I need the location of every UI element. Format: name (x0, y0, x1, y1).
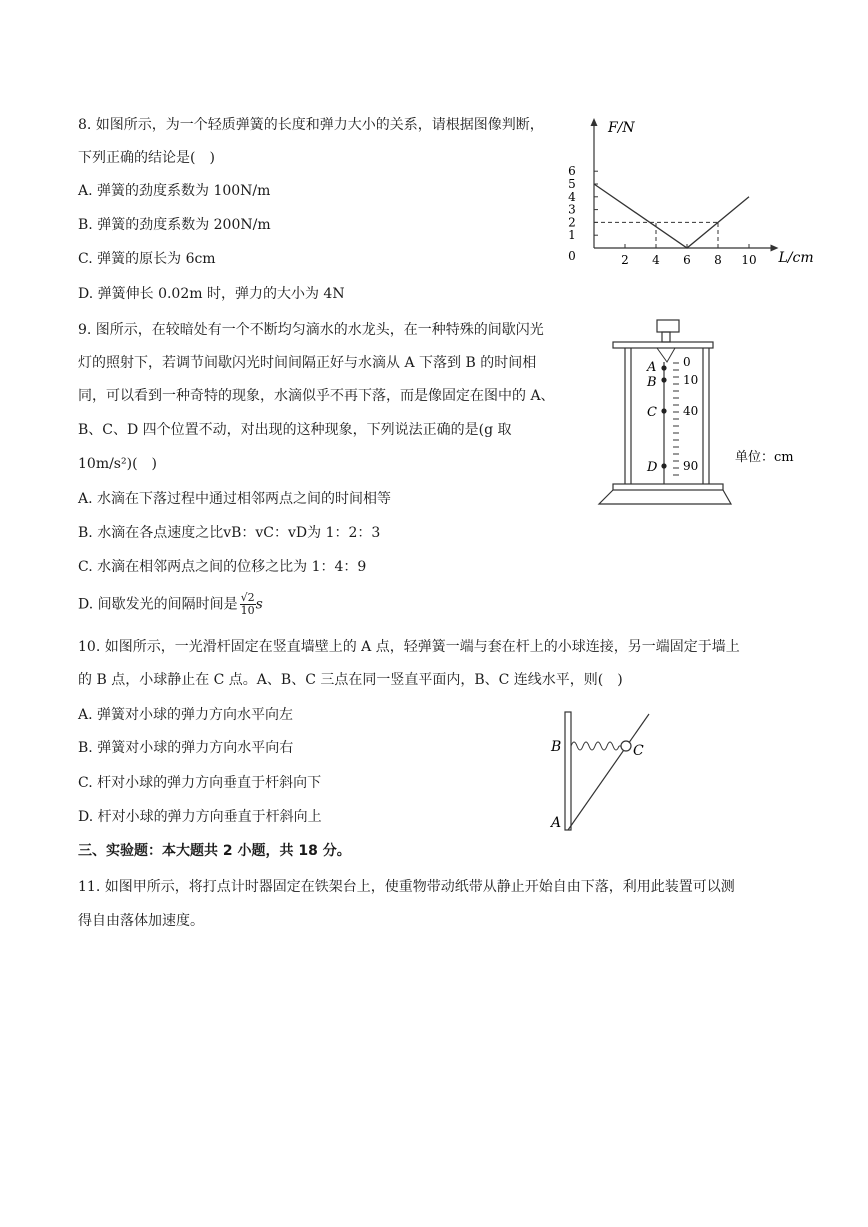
y-tick-label: 2 (568, 215, 576, 230)
q8-stem-line1: 8. 如图所示，为一个轻质弹簧的长度和弹力大小的关系，请根据图像判断， (78, 117, 544, 133)
q9-stem-line5: 10m/s²)( ) (78, 456, 157, 472)
point-a-label: A (551, 815, 562, 831)
spring-force-length-chart (560, 112, 814, 287)
q10-stem-line2: 的 B 点，小球静止在 C 点。A、B、C 三点在同一竖直平面内，B、C 连线水平，则( ) (78, 672, 623, 688)
x-axis-label: L/cm (778, 250, 814, 266)
x-tick-label: 6 (683, 253, 691, 267)
point-b-label: B (551, 739, 562, 755)
q9-option-c: C. 水滴在相邻两点之间的位移之比为 1：4：9 (78, 559, 367, 575)
q9-fraction (240, 592, 256, 617)
q9-option-d (78, 592, 263, 617)
scale-value-90: 90 (683, 459, 699, 473)
q9-fraction-unit: s (255, 596, 263, 613)
drop-label-c: C (647, 405, 657, 420)
y-tick-label: 5 (568, 177, 576, 191)
q10-option-c: C. 杆对小球的弹力方向垂直于杆斜向下 (78, 775, 322, 791)
y-axis-label: F/N (608, 120, 635, 136)
drop-label-d: D (647, 460, 658, 475)
q10-option-d: D. 杆对小球的弹力方向垂直于杆斜向上 (78, 809, 322, 825)
q11-stem-line2: 得自由落体加速度。 (78, 913, 204, 929)
q10-stem-line1: 10. 如图所示，一光滑杆固定在竖直墙壁上的 A 点，轻弹簧一端与套在杆上的小球连接，另一端固定于墙上 (78, 639, 740, 655)
scale-value-0: 0 (683, 355, 691, 369)
q9-stem-line2: 灯的照射下，若调节间歇闪光时间间隔正好与水滴从 A 下落到 B 的时间相 (78, 355, 537, 371)
q9-option-b: B. 水滴在各点速度之比vB：vC：vD为 1：2：3 (78, 525, 381, 541)
q9-option-a: A. 水滴在下落过程中通过相邻两点之间的时间相等 (78, 491, 392, 507)
x-tick-label: 10 (741, 253, 757, 267)
y-tick-label: 4 (568, 189, 576, 204)
scale-value-40: 40 (683, 404, 699, 418)
scale-value-10: 10 (683, 373, 699, 387)
q8-option-c: C. 弹簧的原长为 6cm (78, 251, 216, 267)
unit-label: 单位：cm (735, 450, 794, 465)
x-tick-label: 4 (652, 253, 660, 267)
q8-option-d: D. 弹簧伸长 0.02m 时，弹力的大小为 4N (78, 286, 345, 302)
y-tick-label: 3 (568, 202, 576, 217)
origin-label: 0 (568, 249, 576, 263)
q9-option-d-text: D. 间歇发光的间隔时间是 (78, 596, 238, 613)
q8-option-a: A. 弹簧的劲度系数为 100N/m (78, 183, 271, 199)
q11-stem-line1: 11. 如图甲所示，将打点计时器固定在铁架台上，使重物带动纸带从静止开始自由下落，利用此装置可以测 (78, 879, 735, 895)
q9-fraction-numerator: √2 (240, 591, 255, 604)
y-axis-arrow (591, 118, 598, 126)
y-tick-label: 6 (568, 164, 576, 179)
drop-label-a: A (647, 360, 657, 375)
x-axis-arrow (771, 245, 779, 252)
force-length-line (594, 184, 749, 248)
dripping-faucet-figure (595, 318, 805, 508)
q10-option-b: B. 弹簧对小球的弹力方向水平向右 (78, 740, 294, 756)
rod-spring-figure (545, 708, 675, 834)
q8-option-b: B. 弹簧的劲度系数为 200N/m (78, 217, 271, 233)
q9-stem-line3: 同，可以看到一种奇特的现象，水滴似乎不再下落，而是像固定在图中的 A、 (78, 388, 555, 404)
x-tick-label: 8 (714, 253, 722, 267)
q8-stem-line2: 下列正确的结论是( ) (78, 150, 215, 166)
x-tick-label: 2 (621, 253, 629, 267)
q10-option-a: A. 弹簧对小球的弹力方向水平向左 (78, 707, 294, 723)
point-c-label: C (633, 743, 644, 759)
q9-stem-line1: 9. 图所示，在较暗处有一个不断均匀滴水的水龙头，在一种特殊的间歇闪光 (78, 322, 544, 338)
y-tick-label: 1 (568, 228, 576, 243)
section-3-heading: 三、实验题：本大题共 2 小题，共 18 分。 (78, 843, 351, 859)
drop-label-b: B (647, 375, 657, 390)
q9-stem-line4: B、C、D 四个位置不动，对出现的这种现象，下列说法正确的是(g 取 (78, 422, 512, 438)
q9-fraction-denominator: 10 (240, 604, 255, 617)
